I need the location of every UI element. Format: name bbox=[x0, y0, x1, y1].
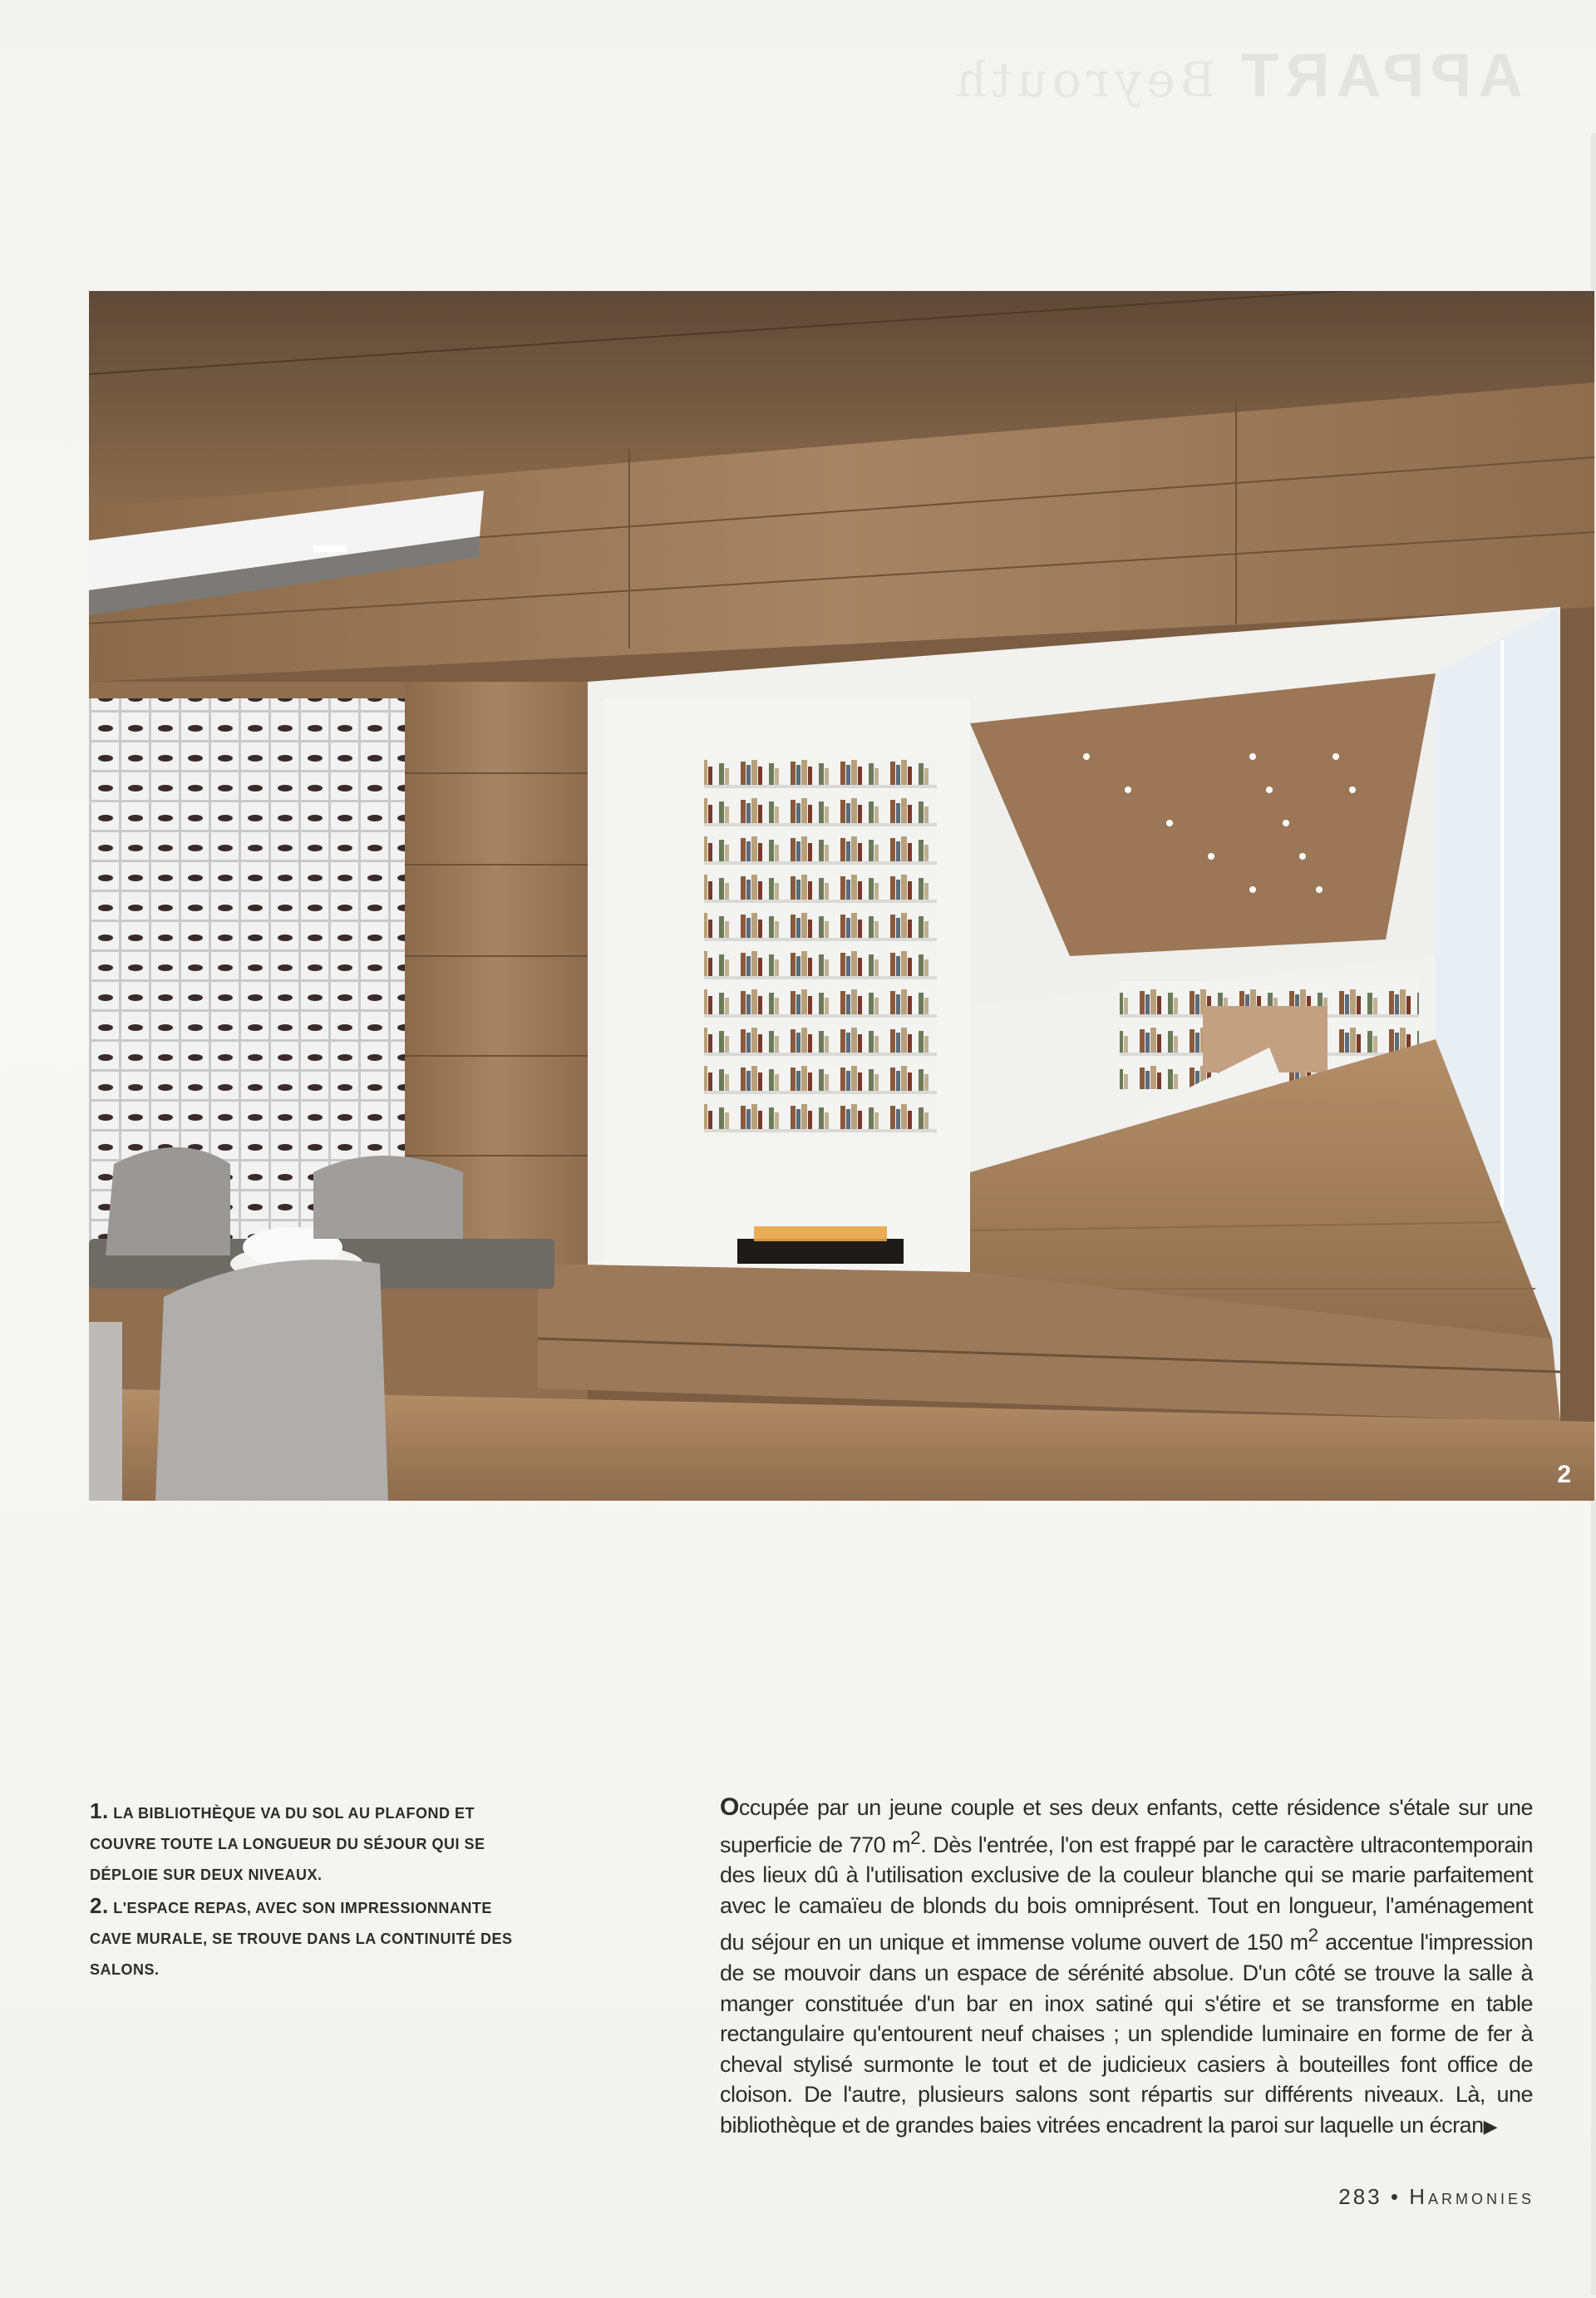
interior-photo bbox=[89, 291, 1594, 1501]
caption-2 bbox=[90, 1891, 522, 1985]
header-city: Beyrouth bbox=[951, 52, 1216, 108]
page-number: 283 bbox=[1338, 2184, 1382, 2209]
caption-1-text: LA BIBLIOTHÈQUE VA DU SOL AU PLAFOND ET COUVRE TOUTE LA LONGUEUR DU SÉJOUR QUI SE DÉPLOIE SUR DEUX NIVEAUX. bbox=[90, 1805, 485, 1883]
article-text-c: accentue l'impression de se mouvoir dans un espace de sérénité absolue. D'un côté se trouve la salle à manger constituée d'un bar en inox satiné qui s'étire et se transforme en table rectangulaire qu'entourent neuf chaises ; un splendide luminaire en forme de fer à cheval stylisé surmonte le tout et de judicieux casiers à bouteilles font office de cloison. De l'autre, plusieurs salons sont répartis sur différents niveaux. Là, une bibliothèque et de grandes baies vitrées encadrent la paroi sur laquelle un écran bbox=[720, 1930, 1533, 2138]
article-text-a: ccupée par un jeune couple et ses deux enfants, cette résidence s'étale sur une superficie de 770 m bbox=[720, 1795, 1533, 1857]
article-text-b: . Dès l'entrée, l'on est frappé par le caractère ultracontemporain des lieux dû à l'utilisation exclusive de la couleur blanche qui se marie parfaitement avec le camaïeu de blonds du bois omniprésent. Tout en longueur, l'aménagement du séjour en un unique et immense volume ouvert de 150 m bbox=[720, 1832, 1533, 1955]
header-word: APPART bbox=[1234, 41, 1523, 110]
drop-cap: O bbox=[720, 1793, 739, 1821]
header-watermark bbox=[951, 40, 1523, 111]
superscript-1: 2 bbox=[910, 1827, 921, 1848]
continue-arrow-icon: ▶ bbox=[1483, 2115, 1498, 2137]
folio bbox=[1338, 2184, 1534, 2210]
caption-1-number: 1. bbox=[90, 1798, 109, 1823]
caption-2-number: 2. bbox=[90, 1893, 109, 1918]
article-body bbox=[720, 1793, 1533, 2143]
magazine-name: Harmonies bbox=[1409, 2184, 1534, 2209]
captions bbox=[90, 1796, 522, 1985]
superscript-2: 2 bbox=[1308, 1925, 1318, 1946]
photo-number: 2 bbox=[1557, 1461, 1571, 1488]
interior-illustration bbox=[89, 291, 1594, 1501]
caption-1 bbox=[90, 1796, 522, 1891]
caption-2-text: L'ESPACE REPAS, AVEC SON IMPRESSIONNANTE CAVE MURALE, SE TROUVE DANS LA CONTINUITÉ DES SALONS. bbox=[90, 1900, 513, 1978]
folio-separator: • bbox=[1390, 2184, 1401, 2209]
